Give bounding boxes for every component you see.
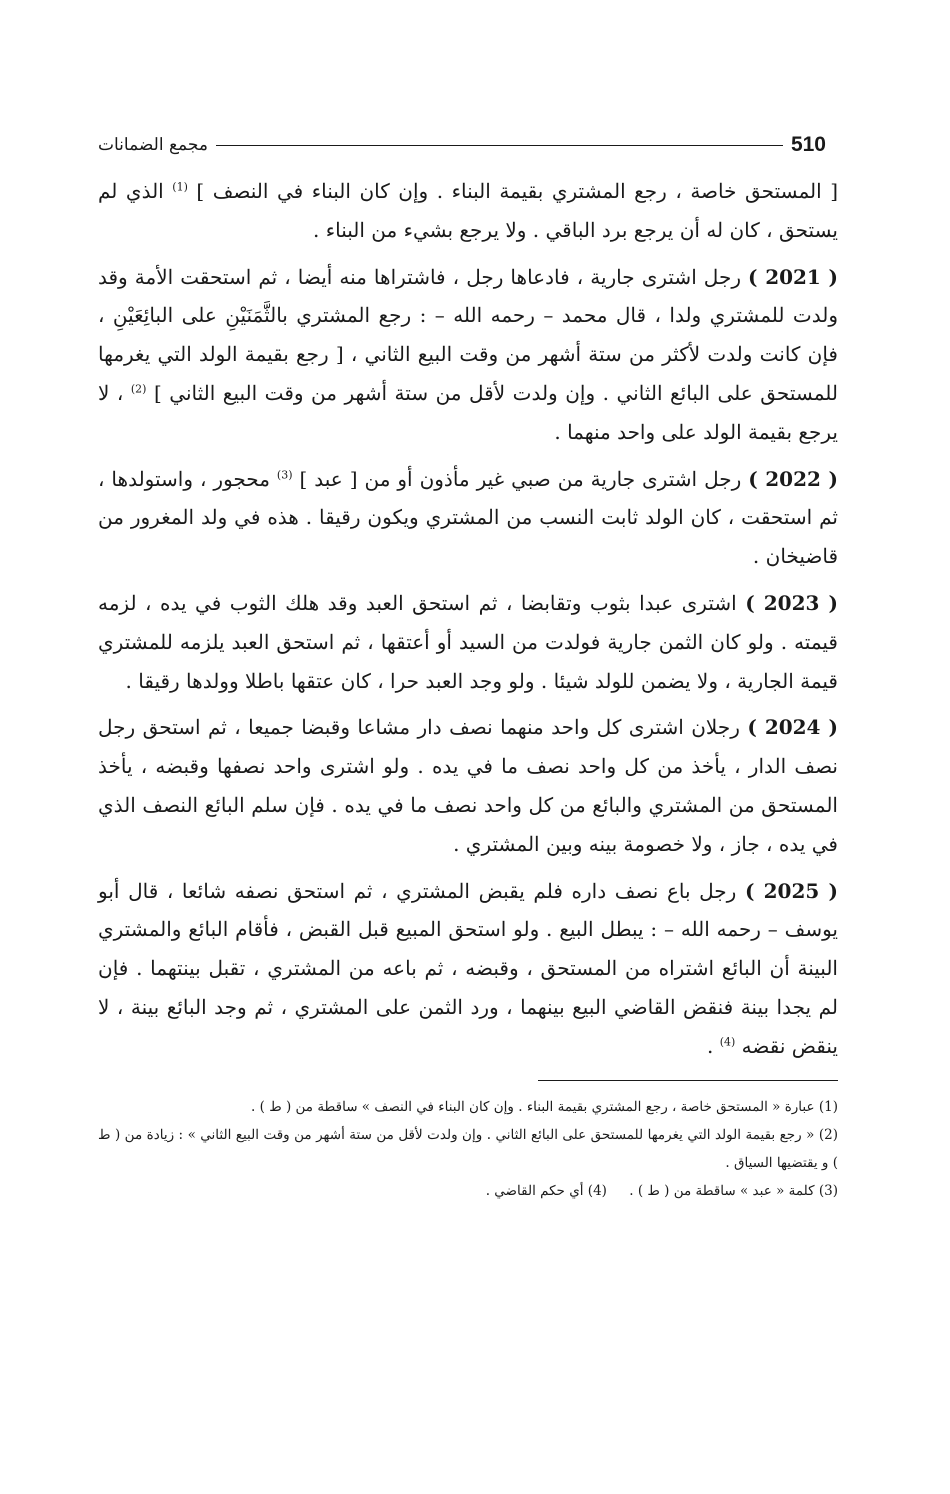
text-run: [ المستحق خاصة ، رجع المشتري بقيمة البناء . وإن كان البناء في النصف ] — [187, 179, 839, 203]
footnote-ref-3: (3) — [276, 467, 293, 481]
paragraph-2023 — [98, 584, 838, 700]
text-run: . — [707, 1033, 720, 1058]
paragraph-number: ( 2024 ) — [747, 715, 838, 740]
document-page — [98, 128, 838, 1205]
text-run: ، لا يرجع بقيمة الولد على واحد منهما . — [98, 380, 838, 444]
page-number: 510 — [790, 133, 826, 156]
text-run: رجل باع نصف داره فلم يقبض المشتري ، ثم استحق نصفه شائعا ، قال أبو يوسف – رحمه الله – : يبطل البيع . ولو استحق المبيع قبل القبض ، فأقام البائع والمشتري البينة أن البائع اشتراه من المستحق ، وقبضه ، ثم باعه من المشتري ، تقبل بينتهما . فإن لم يجدا بينة فنقض القاضي البيع بينهما ، ورد الثمن على المشتري ، ثم وجد البائع بينة ، لا ينقض نقضه — [98, 878, 838, 1058]
footnote-ref-2: (2) — [130, 382, 147, 396]
paragraph-number: ( 2021 ) — [748, 264, 838, 289]
header-rule — [216, 145, 783, 146]
body-text — [98, 172, 838, 1066]
text-run: رجل اشترى جارية ، فادعاها رجل ، فاشتراها منه أيضا ، ثم استحقت الأمة وقد ولدت للمشتري ولدا ، قال محمد – رحمه الله – : رجع المشتري بالثَّمَنَيْنِ على البائِعَيْنِ ، فإن كانت ولدت لأكثر من ستة أشهر من وقت البيع الثاني ، [ رجع بقيمة الولد التي يغرمها للمستحق على البائع الثاني . وإن ولدت لأقل من ستة أشهر من وقت البيع الثاني ] — [98, 264, 838, 405]
paragraph-2024 — [98, 708, 838, 863]
paragraph-2021 — [98, 258, 838, 452]
footnotes — [98, 1093, 838, 1205]
footnote-3: (3) كلمة « عبد » ساقطة من ( ط ) . — [629, 1182, 838, 1199]
paragraph-continuation — [98, 172, 838, 250]
paragraph-number: ( 2023 ) — [745, 590, 839, 615]
text-run: اشترى عبدا بثوب وتقابضا ، ثم استحق العبد وقد هلك الثوب في يده ، لزمه قيمته . ولو كان الثمن جارية فولدت من السيد أو أعتقها ، ثم استحق العبد يلزمه للمشتري قيمة الجارية ، ولا يضمن للولد شيئا . ولو وجد العبد حرا ، كان عتقها باطلا وولدها رقيقا . — [98, 590, 838, 693]
paragraph-number: ( 2022 ) — [748, 466, 838, 491]
footnote-4: (4) أي حكم القاضي . — [485, 1182, 607, 1199]
text-run: محجور ، واستولدها ، ثم استحقت ، كان الولد ثابت النسب من المشتري ويكون رقيقا . هذه في ولد المغرور من قاضيخان . — [98, 466, 838, 569]
book-title: مجمع الضمانات — [98, 135, 208, 155]
footnote-line-3-4 — [98, 1177, 838, 1205]
text-run: رجلان اشترى كل واحد منهما نصف دار مشاعا وقبضا جميعا ، ثم استحق رجل نصف الدار ، يأخذ من كل واحد نصف ما في يده . ولو اشترى واحد نصفها وقبضه ، يأخذ المستحق من المشتري والبائع من كل واحد نصف ما في يده . فإن سلم البائع النصف الذي في يده ، جاز ، ولا خصومة بينه وبين المشتري . — [98, 715, 838, 856]
footnote-ref-1: (1) — [172, 180, 188, 194]
footnote-2: (2) « رجع بقيمة الولد التي يغرمها للمستحق على البائع الثاني . وإن ولدت لأقل من ستة أشهر من وقت البيع الثاني » : زيادة من ( ط ) و يقتضيها السياق . — [98, 1126, 838, 1171]
paragraph-2025 — [98, 872, 838, 1066]
paragraph-2022 — [98, 460, 838, 576]
text-run: الذي لم يستحق ، كان له أن يرجع برد الباقي . ولا يرجع بشيء من البناء . — [98, 179, 838, 242]
footnote-ref-4: (4) — [719, 1035, 736, 1049]
text-run: رجل اشترى جارية من صبي غير مأذون أو من [ عبد ] — [292, 466, 749, 491]
footnote-rule — [538, 1080, 838, 1081]
running-head — [98, 128, 838, 162]
footnote-1: (1) عبارة « المستحق خاصة ، رجع المشتري بقيمة البناء . وإن كان البناء في النصف » ساقطة من ( ط ) . — [251, 1098, 838, 1115]
paragraph-number: ( 2025 ) — [744, 878, 838, 903]
